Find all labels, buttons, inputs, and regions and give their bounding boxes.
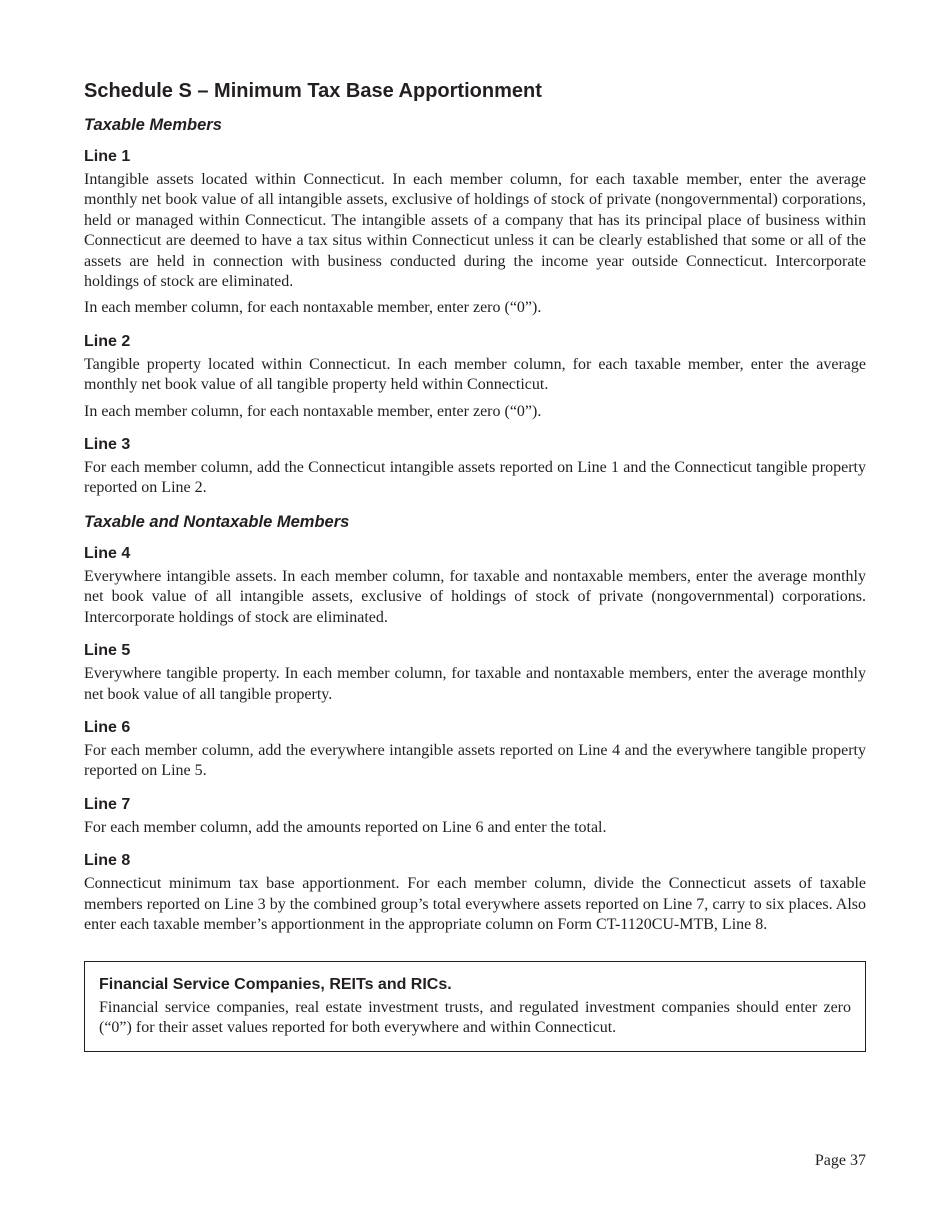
notice-box-text: Financial service companies, real estate investment trusts, and regulated investment companies should enter zero (“0”) for their asset values reported for both everywhere and within Connecticut. (99, 999, 851, 1037)
page-title: Schedule S – Minimum Tax Base Apportionment (84, 80, 542, 102)
line-6-section (84, 717, 866, 782)
line-7-paragraph: For each member column, add the amounts reported on Line 6 and enter the total. (84, 818, 607, 836)
line-1-section (84, 146, 866, 319)
notice-box-heading: Financial Service Companies, REITs and RICs. (99, 976, 452, 993)
heading-taxable-members: Taxable Members (84, 116, 222, 134)
line-7-section (84, 794, 866, 838)
line-2-heading: Line 2 (84, 332, 131, 350)
line-3-heading: Line 3 (84, 436, 131, 454)
line-5-paragraph: Everywhere tangible property. In each member column, for taxable and nontaxable members, enter the average monthly net book value of all tangible property. (84, 665, 866, 703)
line-6-heading: Line 6 (84, 718, 131, 736)
line-4-section (84, 543, 866, 628)
page-number: Page 37 (814, 1152, 866, 1169)
line-1-heading: Line 1 (84, 148, 131, 165)
line-3-section (84, 434, 866, 499)
heading-taxable-nontaxable-members: Taxable and Nontaxable Members (84, 512, 350, 531)
line-5-section (84, 640, 866, 705)
line-8-heading: Line 8 (84, 852, 131, 870)
line-5-heading: Line 5 (84, 642, 131, 660)
line-4-paragraph: Everywhere intangible assets. In each member column, for taxable and nontaxable members, enter the average monthly net book value of all intangible assets, exclusive of holdings of stock of private (nongovernmental) corporations. Intercorporate holdings of stock are eliminated. (84, 567, 866, 626)
line-2-nontaxable-note: In each member column, for each nontaxable member, enter zero (“0”). (84, 402, 542, 420)
line-8-section (84, 850, 866, 935)
notice-box (84, 961, 866, 1052)
line-7-heading: Line 7 (84, 795, 131, 813)
line-8-paragraph: Connecticut minimum tax base apportionment. For each member column, divide the Connecticut assets of taxable members reported on Line 3 by the combined group’s total everywhere assets reported on Line 7, carry to six places. Also enter each taxable member’s apportionment in the appropriate column on Form CT-1120CU-MTB, Line 8. (84, 875, 866, 933)
line-2-section (84, 331, 866, 422)
line-1-nontaxable-note: In each member column, for each nontaxable member, enter zero (“0”). (84, 299, 542, 317)
line-4-heading: Line 4 (84, 544, 131, 562)
document-body (84, 78, 866, 947)
line-1-paragraph: Intangible assets located within Connecticut. In each member column, for each taxable member, enter the average monthly net book value of all intangible assets, exclusive of holdings of stock of private (nongovernmental) corporations, held or managed within Connecticut. The intangible assets of a company that has its principal place of business within Connecticut are deemed to have a tax situs within Connecticut unless it can be clearly established that some or all of the assets are held in connection with business conducted during the income year outside Connecticut. Intercorporate holdings of stock are eliminated. (84, 171, 866, 291)
line-3-paragraph: For each member column, add the Connecticut intangible assets reported on Line 1 and the Connecticut tangible property reported on Line 2. (84, 459, 866, 497)
line-2-paragraph: Tangible property located within Connecticut. In each member column, for each taxable member, enter the average monthly net book value of all tangible property held within Connecticut. (84, 355, 866, 394)
line-6-paragraph: For each member column, add the everywhere intangible assets reported on Line 4 and the everywhere tangible property reported on Line 5. (84, 741, 866, 780)
